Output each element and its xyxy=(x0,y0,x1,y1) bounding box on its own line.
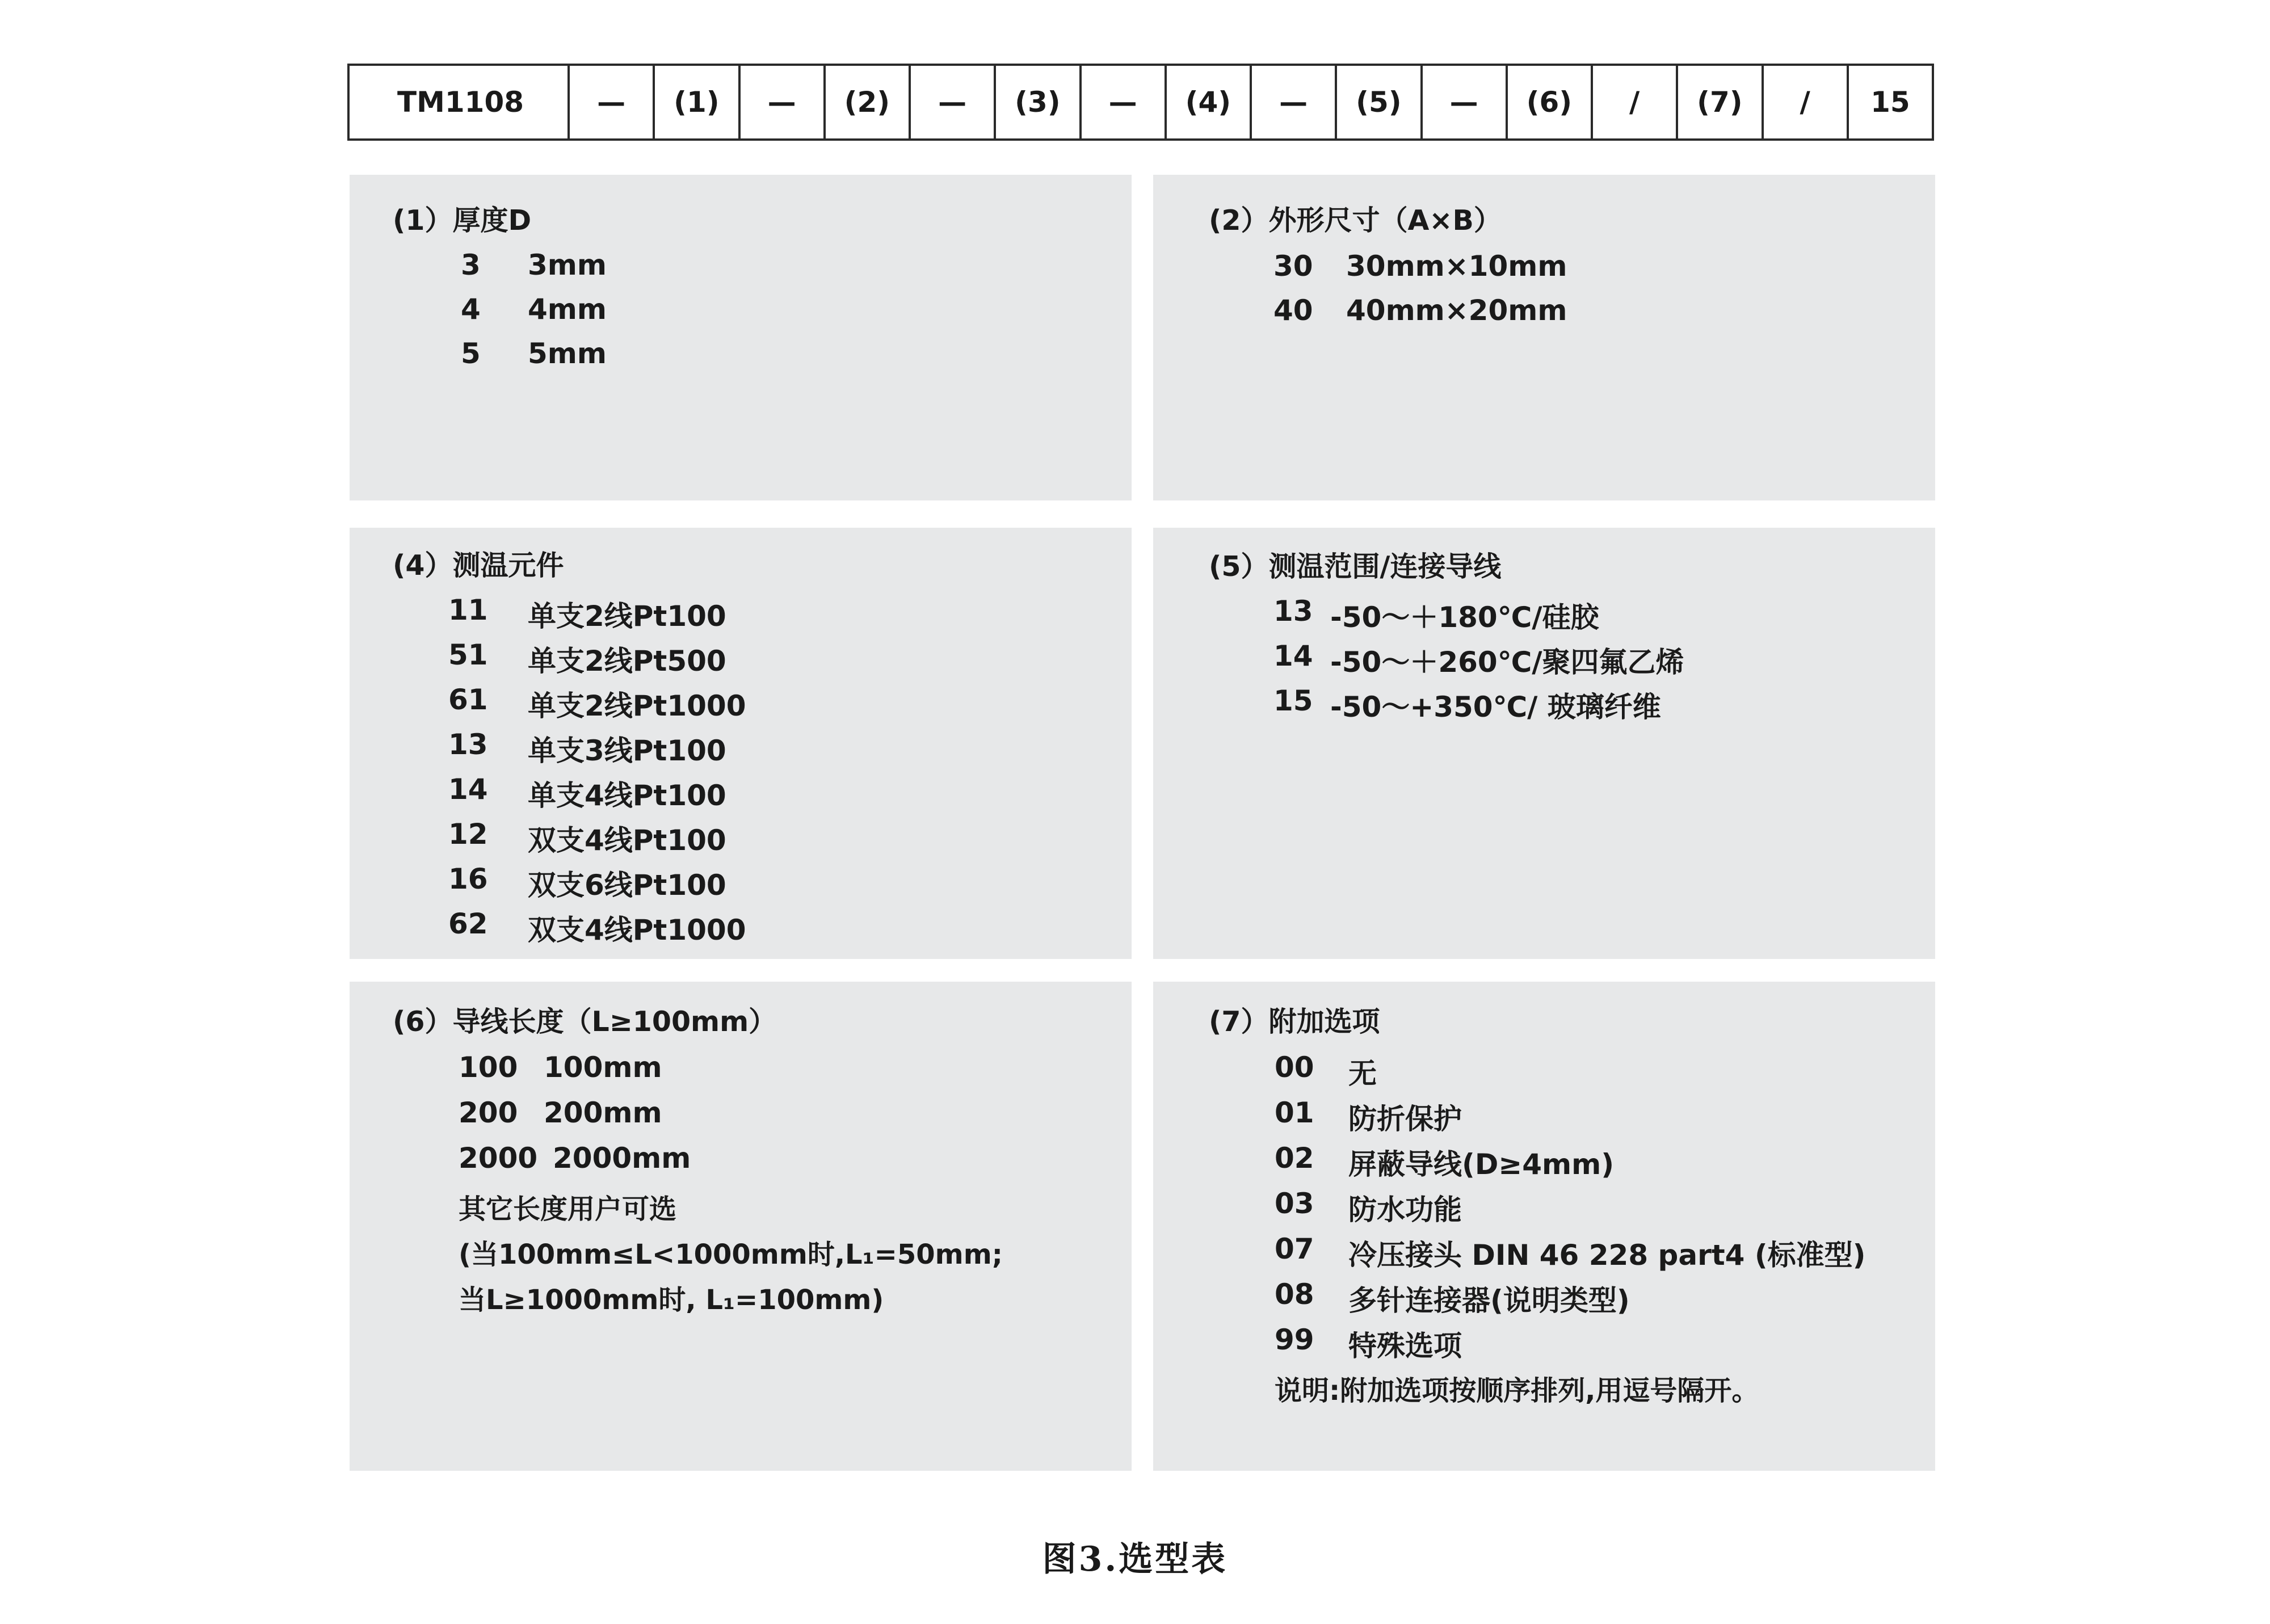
option-code: 14 xyxy=(448,773,488,806)
code-cell-extras: (7) xyxy=(1678,66,1763,138)
option-desc: 双支4线Pt100 xyxy=(528,824,726,857)
code-cell-separator: — xyxy=(1252,66,1337,138)
option-desc: 单支2线Pt100 xyxy=(528,600,726,633)
option-desc: 双支6线Pt100 xyxy=(528,869,726,902)
panel-dimension xyxy=(1153,175,1935,500)
option-desc: -50～+350℃/ 玻璃纤维 xyxy=(1330,691,1661,723)
option-code: 13 xyxy=(448,728,488,761)
note-line: 说明:附加选项按顺序排列,用逗号隔开。 xyxy=(1275,1375,1759,1407)
option-desc: 4mm xyxy=(528,293,607,326)
option-desc: 30mm×10mm xyxy=(1346,250,1567,283)
option-code: 14 xyxy=(1273,639,1313,672)
option-code: 30 xyxy=(1273,250,1313,283)
option-desc: 200mm xyxy=(544,1096,662,1129)
code-cell-dimension: (2) xyxy=(826,66,911,138)
code-cell-slash: / xyxy=(1593,66,1678,138)
option-code: 40 xyxy=(1273,294,1313,327)
model-code-row xyxy=(347,64,1934,141)
option-code: 200 xyxy=(459,1096,518,1129)
panel-title: (5）测温范围/连接导线 xyxy=(1209,550,1502,583)
panel-title: (6）导线长度（L≥100mm） xyxy=(393,1005,777,1038)
code-cell-separator: — xyxy=(741,66,826,138)
option-code: 02 xyxy=(1275,1142,1314,1175)
option-code: 16 xyxy=(448,863,488,895)
panel-range xyxy=(1153,528,1935,959)
option-code: 07 xyxy=(1275,1232,1314,1265)
code-cell-separator: — xyxy=(570,66,655,138)
option-code: 51 xyxy=(448,638,488,671)
option-code: 61 xyxy=(448,683,488,716)
panel-title: (2）外形尺寸（A×B） xyxy=(1209,204,1502,237)
option-desc: 100mm xyxy=(544,1051,662,1084)
option-desc: 冷压接头 DIN 46 228 part4 (标准型) xyxy=(1348,1239,1866,1272)
option-code: 12 xyxy=(448,818,488,851)
option-code: 100 xyxy=(459,1051,518,1084)
code-cell-range: (5) xyxy=(1337,66,1422,138)
option-code: 08 xyxy=(1275,1278,1314,1311)
option-code: 5 xyxy=(461,337,481,370)
option-desc: 防折保护 xyxy=(1348,1103,1462,1135)
code-cell-separator: — xyxy=(911,66,996,138)
code-cell-element: (4) xyxy=(1167,66,1252,138)
option-desc: 特殊选项 xyxy=(1348,1330,1462,1362)
panel-element xyxy=(350,528,1132,959)
panel-thickness xyxy=(350,175,1132,500)
option-code: 62 xyxy=(448,907,488,940)
option-desc: 多针连接器(说明类型) xyxy=(1348,1284,1630,1317)
code-cell-separator: — xyxy=(1423,66,1508,138)
option-desc: 3mm xyxy=(528,249,607,281)
option-code: 4 xyxy=(461,293,481,326)
option-code: 2000 xyxy=(459,1142,538,1175)
option-desc: 40mm×20mm xyxy=(1346,294,1567,327)
note-line: (当100mm≤L<1000mm时,L₁=50mm; xyxy=(459,1239,1003,1270)
option-code: 00 xyxy=(1275,1051,1314,1084)
option-desc: 单支2线Pt500 xyxy=(528,645,726,678)
option-code: 01 xyxy=(1275,1096,1314,1129)
option-desc: 无 xyxy=(1348,1057,1377,1090)
option-desc: 2000mm xyxy=(553,1142,691,1175)
option-desc: 单支2线Pt1000 xyxy=(528,689,746,722)
panel-extras xyxy=(1153,982,1935,1471)
code-cell-separator: — xyxy=(1082,66,1167,138)
code-cell-thickness: (1) xyxy=(655,66,740,138)
code-cell-slash: / xyxy=(1764,66,1849,138)
option-desc: -50～＋180℃/硅胶 xyxy=(1330,601,1599,634)
code-cell-model: TM1108 xyxy=(350,66,570,138)
option-code: 3 xyxy=(461,249,481,281)
option-code: 03 xyxy=(1275,1187,1314,1220)
panel-title: (1）厚度D xyxy=(393,204,532,237)
option-desc: 防水功能 xyxy=(1348,1193,1462,1226)
option-code: 13 xyxy=(1273,595,1313,628)
panel-title: (4）测温元件 xyxy=(393,549,564,582)
option-code: 15 xyxy=(1273,684,1313,717)
panel-title: (7）附加选项 xyxy=(1209,1005,1380,1038)
code-cell-3: (3) xyxy=(996,66,1081,138)
code-cell-length: (6) xyxy=(1508,66,1593,138)
note-line: 当L≥1000mm时, L₁=100mm) xyxy=(459,1284,884,1316)
option-desc: 双支4线Pt1000 xyxy=(528,914,746,946)
option-desc: 5mm xyxy=(528,337,607,370)
option-desc: -50～＋260℃/聚四氟乙烯 xyxy=(1330,646,1684,679)
option-code: 11 xyxy=(448,594,488,626)
panel-length xyxy=(350,982,1132,1471)
option-code: 99 xyxy=(1275,1323,1314,1356)
note-line: 其它长度用户可选 xyxy=(459,1193,677,1225)
option-desc: 屏蔽导线(D≥4mm) xyxy=(1348,1148,1615,1181)
figure-caption: 图3.选型表 xyxy=(1042,1539,1228,1579)
code-cell-suffix: 15 xyxy=(1870,86,1910,119)
option-desc: 单支3线Pt100 xyxy=(528,734,726,767)
option-desc: 单支4线Pt100 xyxy=(528,779,726,812)
